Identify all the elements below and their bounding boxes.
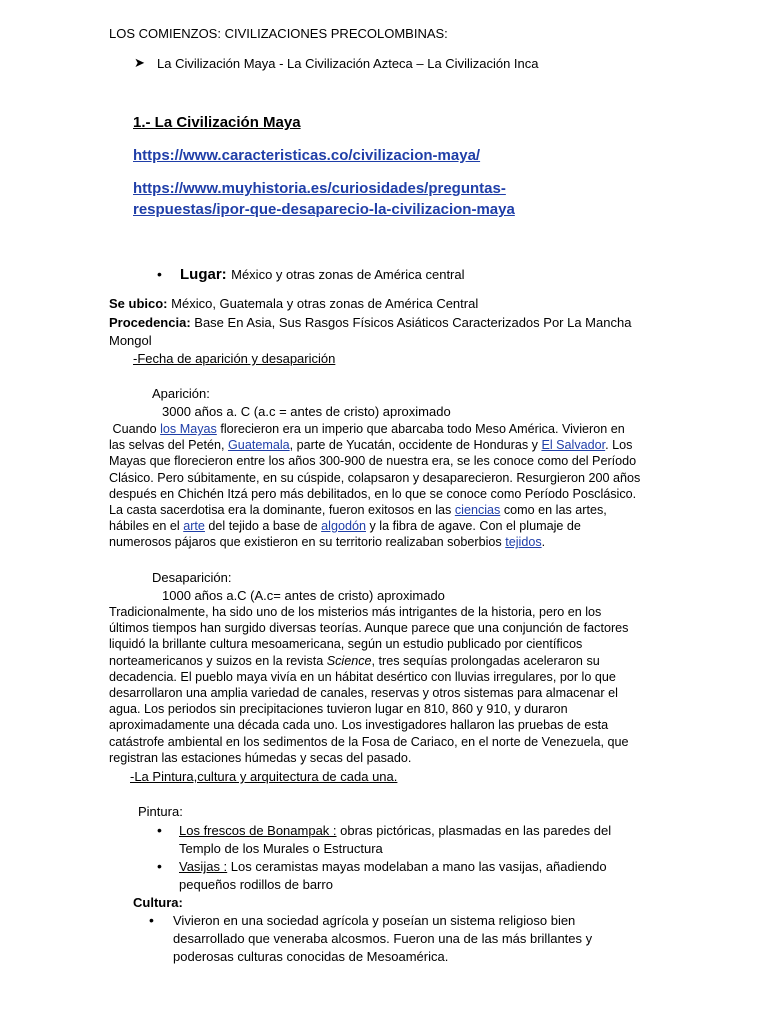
document-subtitle: La Civilización Maya - La Civilización Azteca – La Civilización Inca	[157, 56, 539, 71]
section-heading: 1.- La Civilización Maya	[133, 114, 301, 131]
link-tejidos[interactable]: tejidos	[505, 535, 542, 550]
link-muyhistoria-line2[interactable]: respuestas/ipor-que-desaparecio-la-civilizacion-maya	[133, 201, 515, 218]
paragraph-line: después en Chichén Itzá pero más debilitados, en lo que se conoce como Período Posclásico.	[109, 486, 637, 501]
paragraph-line	[109, 653, 628, 669]
paragraph-line	[109, 518, 640, 534]
pintura-item-1-line2: Templo de los Murales o Estructura	[179, 841, 383, 856]
lugar-value: México y otras zonas de América central	[231, 267, 465, 282]
paragraph-line	[109, 534, 640, 550]
ubico-value: México, Guatemala y otras zonas de América Central	[171, 296, 479, 311]
link-el-salvador[interactable]: El Salvador	[541, 438, 606, 453]
paragraph-line: liquidó la brillante cultura mesoamericana, según un estudio publicado por científicos	[109, 637, 583, 652]
aparicion-label: Aparición:	[152, 386, 210, 401]
paragraph-line	[109, 437, 640, 453]
pintura-item-1-title: Los frescos de Bonampak :	[179, 823, 337, 838]
cultura-item-1-line1: Vivieron en una sociedad agrícola y poseían un sistema religioso bien	[173, 913, 576, 928]
paragraph-line: Clásico. Pero súbitamente, en su cúspide, colapsaron y desaparecieron. Resurgieron 200 años	[109, 470, 641, 485]
link-muyhistoria-line1[interactable]: https://www.muyhistoria.es/curiosidades/preguntas-	[133, 180, 506, 197]
text: Cuando	[112, 422, 161, 436]
aparicion-date: 3000 años a. C (a.c = antes de cristo) aproximado	[162, 404, 451, 419]
bullet-icon: •	[157, 822, 162, 838]
pintura-item-2-line2: pequeños rodillos de barro	[179, 877, 333, 892]
pintura-label: Pintura:	[138, 804, 183, 819]
lugar-label: Lugar:	[180, 266, 227, 283]
link-arte[interactable]: arte	[183, 519, 205, 534]
paragraph-line	[109, 421, 640, 437]
bullet-icon: •	[157, 266, 162, 282]
text: , parte de Yucatán, occidente de Honduras y	[289, 438, 542, 453]
paragraph-line: Mayas que florecieron entre los años 300-900 de nuestra era, se les conoce como del Período	[109, 454, 637, 469]
desaparicion-label: Desaparición:	[152, 570, 232, 585]
ubico-label: Se ubico:	[109, 296, 168, 311]
paragraph-line: catástrofe ambiental en los sedimentos de la Fosa de Cariaco, en el norte de Venezuela, que	[109, 734, 629, 749]
link-ciencias[interactable]: ciencias	[454, 503, 501, 518]
lugar-row	[180, 266, 465, 284]
link-los-mayas[interactable]: los Mayas	[160, 422, 217, 436]
text: .	[541, 535, 546, 550]
arrow-bullet-icon: ➤	[134, 55, 145, 70]
document-title: LOS COMIENZOS: CIVILIZACIONES PRECOLOMBINAS:	[109, 26, 448, 41]
procedencia-row	[109, 315, 631, 330]
aparicion-paragraph	[109, 421, 640, 551]
text: hábiles en el	[109, 519, 184, 534]
pintura-item-2-title: Vasijas :	[179, 859, 228, 874]
fecha-heading: -Fecha de aparición y desaparición	[133, 351, 336, 366]
procedencia-value-line2: Mongol	[109, 333, 152, 348]
cultura-item-1-line3: poderosas culturas conocidas de Mesoamérica.	[173, 949, 449, 964]
cultura-label: Cultura:	[133, 895, 183, 910]
ubico-row	[109, 296, 478, 311]
cultura-item-1-line2: desarrollado que veneraba alcosmos. Fueron una de las más brillantes y	[173, 931, 593, 946]
paragraph-line: últimos tiempos han surgido diversas teorías. Aunque parece que una conjunción de factores	[109, 621, 629, 636]
paragraph-line: agua. Los periodos sin precipitaciones tuvieron lugar en 810, 860 y 910, y duraron	[109, 702, 568, 717]
text: norteamericanos y suizos en la revista	[109, 653, 327, 668]
pintura-item-2-text: Los ceramistas mayas modelaban a mano las vasijas, añadiendo	[227, 859, 607, 874]
pintura-item-1-text: obras pictóricas, plasmadas en las paredes del	[336, 823, 612, 838]
bullet-icon: •	[149, 912, 154, 928]
desaparicion-paragraph	[109, 604, 628, 766]
pintura-item-1	[179, 823, 611, 838]
procedencia-value: Base En Asia, Sus Rasgos Físicos Asiáticos Caracterizados Por La Mancha	[194, 315, 632, 330]
text: . Los	[605, 438, 633, 453]
text: La casta sacerdotisa era la dominante, fueron exitosos en las	[109, 503, 455, 518]
procedencia-label: Procedencia:	[109, 315, 191, 330]
paragraph-line	[109, 502, 640, 518]
paragraph-line: decadencia. El pueblo maya vivía en un hábitat desértico con lluvias irregulares, por lo que	[109, 669, 616, 684]
paragraph-line: Tradicionalmente, ha sido uno de los misterios más intrigantes de la historia, pero en los	[109, 605, 602, 619]
bullet-icon: •	[157, 858, 162, 874]
text: las selvas del Petén,	[109, 438, 229, 453]
desaparicion-date: 1000 años a.C (A.c= antes de cristo) aproximado	[162, 588, 445, 603]
paragraph-line: desarrollaron una amplia variedad de canales, reservas y otros sistemas para almacenar el	[109, 686, 618, 701]
pintura-item-2	[179, 859, 607, 874]
text: florecieron era un imperio que abarcaba todo Meso América. Vivieron en	[216, 422, 625, 436]
journal-name: Science	[326, 653, 372, 668]
text: numerosos pájaros que existieron en su territorio realizaban soberbios	[109, 535, 506, 550]
text: , tres sequías prolongadas aceleraron su	[371, 653, 600, 668]
text: del tejido a base de	[204, 519, 322, 534]
link-caracteristicas[interactable]: https://www.caracteristicas.co/civilizacion-maya/	[133, 147, 481, 164]
text: como en las artes,	[500, 503, 607, 518]
pintura-heading: -La Pintura,cultura y arquitectura de cada una.	[130, 769, 398, 784]
link-algodon[interactable]: algodón	[321, 519, 366, 534]
link-guatemala[interactable]: Guatemala	[228, 438, 290, 453]
paragraph-line: aproximadamente una década cada uno. Los investigadores hallaron las pruebas de esta	[109, 718, 609, 733]
text: y la fibra de agave. Con el plumaje de	[365, 519, 581, 534]
paragraph-line: registran las estaciones húmedas y secas del pasado.	[109, 750, 412, 765]
